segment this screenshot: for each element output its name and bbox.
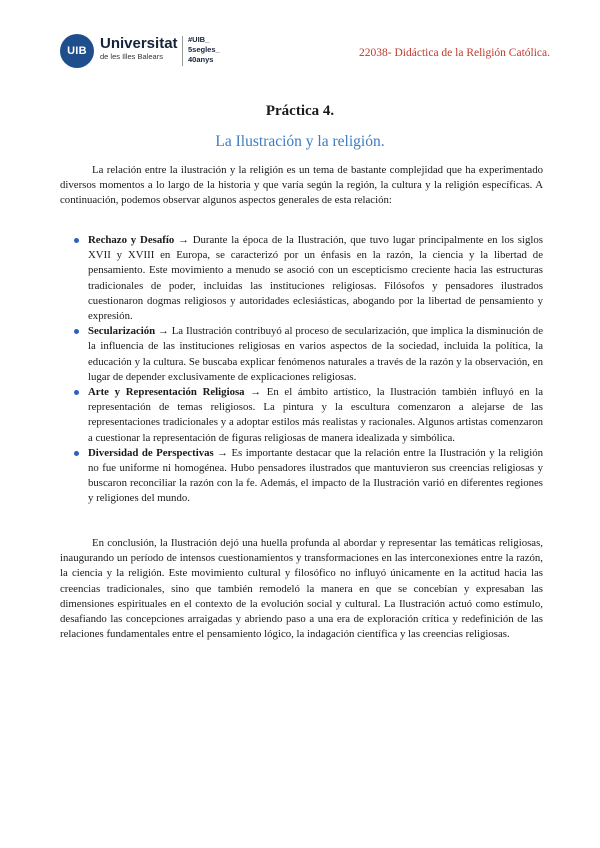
- item-term: Rechazo y Desafío: [88, 234, 175, 246]
- logo-divider: [182, 36, 183, 66]
- anniversary-tag: #UIB_ 5segles_ 40anys: [188, 35, 220, 64]
- bullet-icon: [74, 329, 79, 334]
- university-name: [100, 36, 178, 61]
- page-title: Práctica 4.: [265, 103, 335, 119]
- item-text: → La Ilustración contribuyó al proceso de secularización, que implica la disminución de la influencia de las instituciones religiosas en varios aspectos de la sociedad, incluida la política, la educación y la cultura. Se buscaba explicar fenómenos naturales a través de la razón y la observación, en lugar de depender exclusivamente de explicaciones religiosas.: [88, 325, 543, 383]
- aspects-list: [74, 233, 543, 507]
- item-term: Diversidad de Perspectivas: [88, 446, 214, 459]
- item-text: → Durante la época de la Ilustración, que tuvo lugar principalmente en los siglos XVII y XVIII en Europa, se caracterizó por un énfasis en la razón, la ciencia y la libertad de pensamiento. Este movimiento a menudo se asoció con un escepticismo creciente hacia las estructuras tradicionales de poder, incluidas las instituciones religiosas. Filósofos y pensadores ilustrados cuestionaron dogmas religiosos y autoridades eclesiásticas, abogando por la libertad de pensamiento y expresión.: [88, 234, 543, 323]
- conclusion-paragraph: En conclusión, la Ilustración dejó una huella profunda al abordar y representar las temáticas religiosas, inaugurando un período de intensos cuestionamientos y transformaciones en las interconexiones entre la razón, la ciencia y la religión. Este movimiento cultural y filosófico no influyó únicamente en la actitud hacia las creencias tradicionales, sino que también remodeló la manera en que se concebían y expresaban las dimensiones espirituales en el contexto de la evolución social y cultural. La Ilustración actuó como estímulo, desafiando las concepciones arraigadas y abriendo paso a una era de exploración crítica y redefinición de las relaciones fundamentales entre el pensamiento lógico, la indagación científica y las creencias religiosas.: [60, 537, 543, 641]
- bullet-icon: [74, 390, 79, 395]
- item-term: Arte y Representación Religiosa: [88, 386, 245, 399]
- university-name-line2: de les Illes Balears: [100, 52, 163, 61]
- course-name: 22038- Didáctica de la Religión Católica.: [359, 47, 550, 59]
- item-term: Secularización: [88, 325, 156, 338]
- university-name-line1: Universitat: [100, 35, 178, 52]
- page-subtitle: La Ilustración y la religión.: [215, 133, 385, 150]
- list-item: [74, 385, 543, 446]
- bullet-icon: [74, 238, 79, 243]
- bullet-icon: [74, 451, 79, 456]
- item-text: → En el ámbito artístico, la Ilustración también influyó en la representación de temas religiosos. La pintura y la escultura comenzaron a alejarse de las representaciones tradicionales y a adoptar estilos más realistas y racionales. Algunos artistas comenzaron a cuestionar la representación de figuras religiosas de manera idealizada y simbólica.: [88, 386, 543, 444]
- intro-paragraph: La relación entre la ilustración y la religión es un tema de bastante complejidad que ha experimentado diversos momentos a lo largo de la historia y que varía según la región, la cultura y la religión específicas. A continuación, podemos observar algunos aspectos generales de esta relación:: [60, 164, 543, 207]
- list-item: [74, 324, 543, 385]
- list-item: [74, 233, 543, 324]
- list-item: [74, 446, 543, 507]
- uib-logo-icon: UIB: [60, 34, 94, 68]
- page-header: [60, 30, 550, 72]
- item-text: → Es importante destacar que la relación entre la Ilustración y la religión no fue uniforme ni homogénea. Hubo pensadores ilustrados que mantuvieron sus creencias religiosas y buscaron reconciliar la razón con la fe. Además, el impacto de la Ilustración varió en diferentes regiones y religiones del mundo.: [88, 446, 543, 505]
